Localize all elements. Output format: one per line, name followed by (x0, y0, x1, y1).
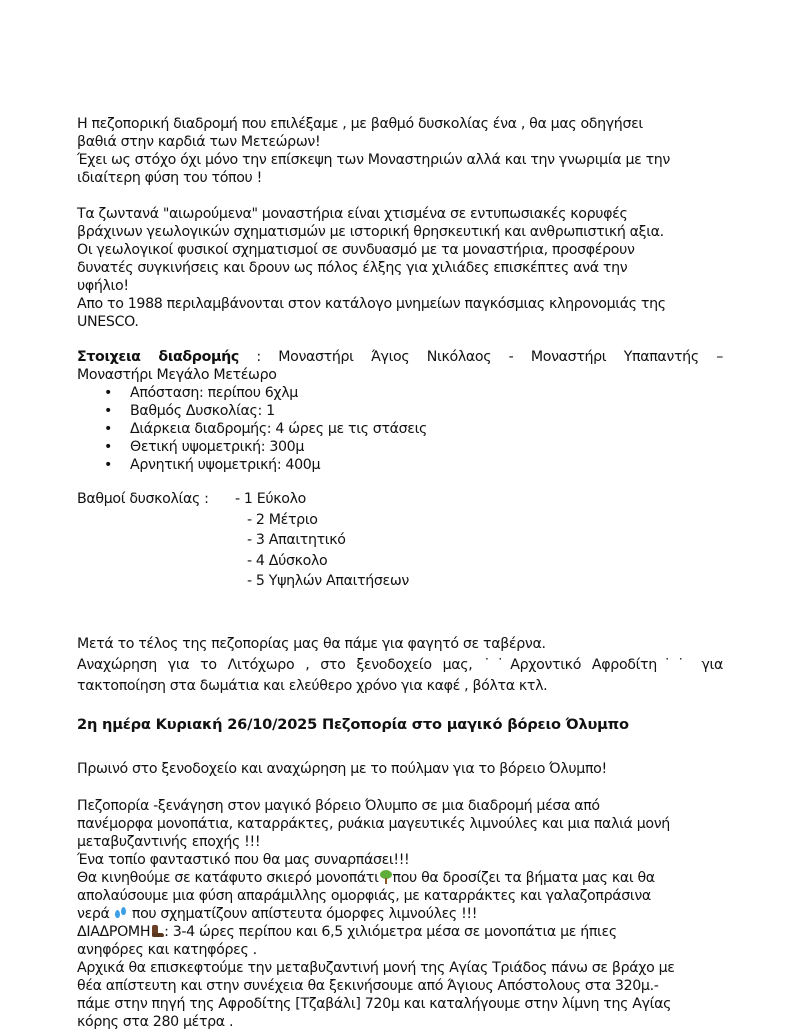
level-item: - 2 Μέτριο (247, 511, 318, 528)
text-span: νερά (77, 906, 114, 922)
hiking-boot-icon (150, 924, 164, 938)
bullet: • (104, 403, 113, 419)
level-item: - 5 Υψηλών Απαιτήσεων (247, 573, 409, 589)
list-item (77, 384, 727, 402)
bullet: • (104, 457, 113, 473)
text-line: Πρωινό στο ξενοδοχείο και αναχώρηση με το πούλμαν για το βόρειο Όλυμπο! (77, 761, 607, 777)
list-item-text: Διάρκεια διαδρομής: 4 ώρες με τις στάσεις (130, 421, 428, 437)
text-span: ΔΙΑΔΡΟΜΗ (77, 924, 151, 940)
text-line: ιδιαίτερη φύση του τόπου ! (77, 170, 262, 186)
route-line (77, 348, 723, 366)
text-line: ανηφόρες και κατηφόρες . (77, 942, 257, 958)
list-item-text: Απόσταση: περίπου 6χλμ (130, 385, 298, 401)
level-item: - 4 Δύσκολο (247, 552, 328, 569)
text-line: βαθιά στην καρδιά των Μετεώρων! (77, 134, 321, 150)
text-line: Μετά το τέλος της πεζοπορίας μας θα πάμε για φαγητό σε ταβέρνα. (77, 636, 546, 652)
text-span: : 3-4 ώρες περίπου και 6,5 χιλιόμετρα μέσα σε μονοπάτια με ήπιες (164, 924, 617, 940)
list-item (77, 456, 727, 474)
route-details (77, 348, 727, 474)
text-line: πανέμορφα μονοπάτια, καταρράκτες, ρυάκια μαγευτικές λιμνούλες και μια παλιά μονή (77, 816, 670, 832)
text-line: μεταβυζαντινής εποχής !!! (77, 834, 261, 850)
text-line (77, 923, 727, 941)
text-line: Αναχώρηση για το Λιτόχωρο , στο ξενοδοχείο μας, ˙˙Αρχοντικό Αφροδίτη˙˙ για (77, 657, 723, 673)
day2-heading (77, 716, 727, 734)
text-line: υφήλιο! (77, 278, 129, 294)
text-span: που θα δροσίζει τα βήματα μας και θα (392, 870, 655, 886)
route-line-2: Μοναστήρι Μεγάλο Μετέωρο (77, 367, 277, 383)
list-item-text: Θετική υψομετρική: 300μ (130, 439, 305, 455)
text-line: Ένα τοπίο φανταστικό που θα μας συναρπάσει!!! (77, 852, 410, 868)
difficulty-label: Βαθμοί δυσκολίας : (77, 491, 209, 507)
bullet: • (104, 439, 113, 455)
text-line: Η πεζοπορική διαδρομή που επιλέξαμε , με βαθμό δυσκολίας ένα , θα μας οδηγήσει (77, 116, 643, 132)
list-item-text: Αρνητική υψομετρική: 400μ (130, 457, 321, 473)
text-line: Οι γεωλογικοί φυσικοί σχηματισμοί σε συνδυασμό με τα μοναστήρια, προσφέρουν (77, 242, 635, 258)
level-item: - 1 Εύκολο (235, 491, 306, 507)
text-line: UNESCO. (77, 314, 139, 330)
text-line (77, 869, 727, 887)
text-line: πάμε στην πηγή της Αφροδίτης [Τζαβάλι] 720μ και καταλήγουμε στην λίμνη της Αγίας (77, 996, 672, 1012)
text-line: Τα ζωντανά "αιωρούμενα" μοναστήρια είναι χτισμένα σε εντυπωσιακές κορυφές (77, 206, 628, 222)
heading-text: 2η ημέρα Κυριακή 26/10/2025 Πεζοπορία στο μαγικό βόρειο Όλυμπο (77, 716, 629, 733)
bullet: • (104, 421, 113, 437)
text-line: Απο το 1988 περιλαμβάνονται στον κατάλογο μνημείων παγκόσμιας κληρονομιάς της (77, 296, 666, 312)
text-line: Αρχικά θα επισκεφτούμε την μεταβυζαντινή μονή της Αγίας Τριάδος πάνω σε βράχο με (77, 960, 675, 976)
level-item: - 3 Απαιτητικό (247, 532, 346, 548)
text-span: που σχηματίζουν απίστευτα όμορφες λιμνούλες !!! (127, 906, 478, 922)
bullet: • (104, 385, 113, 401)
text-line: Έχει ως στόχο όχι μόνο την επίσκεψη των Μοναστηριών αλλά και την γνωριμία με την (77, 152, 671, 168)
text-line: κόρης στα 280 μέτρα . (77, 1014, 234, 1030)
text-line: απολαύσουμε μια φύση απαράμιλλης ομορφιάς, με καταρράκτες και γαλαζοπράσινα (77, 888, 651, 904)
intro-paragraph-2 (77, 205, 727, 331)
route-stops: : Μοναστήρι Άγιος Νικόλαος - Μοναστήρι Υπαπαντής – (238, 349, 723, 365)
intro-paragraph-1 (77, 115, 727, 187)
text-span: Θα κινηθούμε σε κατάφυτο σκιερό μονοπάτι (77, 870, 379, 886)
text-line: δυνατές συγκινήσεις και δρουν ως πόλος έλξης για χιλιάδες επισκέπτες ανά την (77, 260, 628, 276)
after-hike-paragraph (77, 634, 727, 697)
water-droplets-icon (114, 906, 128, 920)
text-line: τακτοποίηση στα δωμάτια και ελεύθερο χρόνο για καφέ , βόλτα κτλ. (77, 678, 548, 694)
difficulty-levels (77, 489, 409, 592)
route-label: Στοιχεια διαδρομής (77, 349, 239, 365)
list-item (77, 420, 727, 438)
text-line: Πεζοπορία -ξενάγηση στον μαγικό βόρειο Όλυμπο σε μια διαδρομή μέσα από (77, 798, 600, 814)
list-item-text: Βαθμός Δυσκολίας: 1 (130, 403, 275, 419)
text-line: θέα απίστευτη και στην συνέχεια θα ξεκινήσουμε από Άγιους Απόστολους στα 320μ.- (77, 978, 659, 994)
list-item (77, 438, 727, 456)
route-bullet-list (77, 384, 727, 474)
text-line (77, 905, 727, 923)
text-line: βράχινων γεωλογικών σχηματισμών με ιστορική θρησκευτική και ανθρωπιστική αξια. (77, 224, 664, 240)
tree-icon (379, 870, 393, 884)
list-item (77, 402, 727, 420)
breakfast-line (77, 760, 727, 778)
day2-description (77, 797, 727, 1031)
